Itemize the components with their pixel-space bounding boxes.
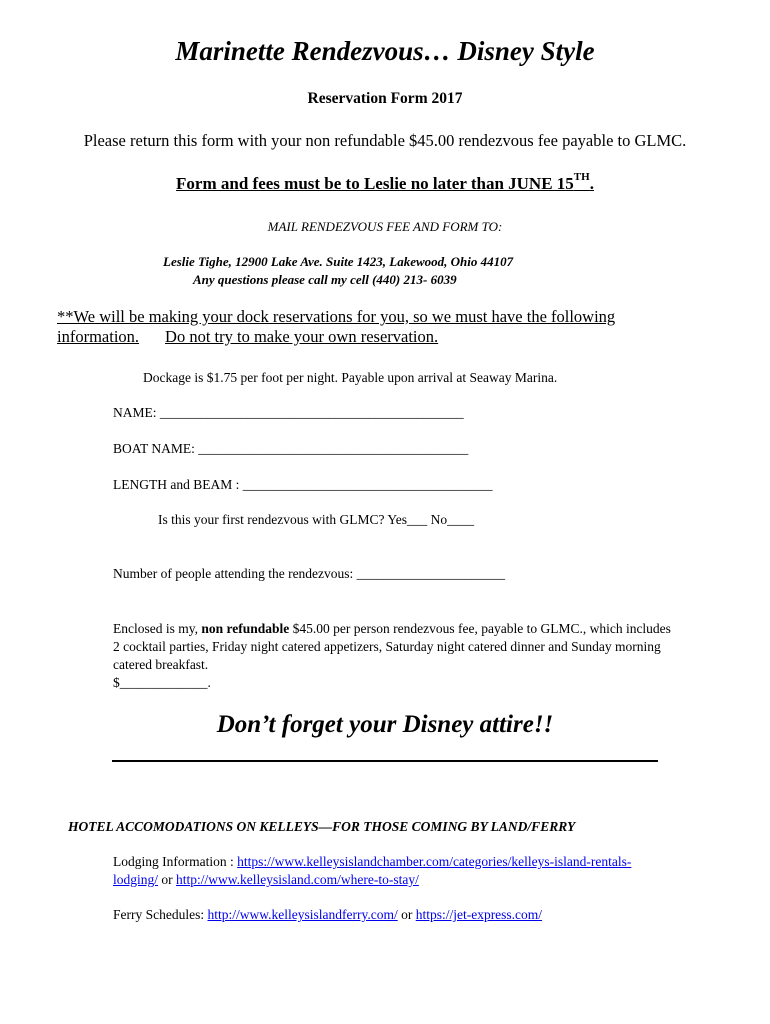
length-beam-field[interactable]: LENGTH and BEAM : _____________________________________ (113, 477, 493, 492)
ferry-link-kelleys[interactable]: http://www.kelleysislandferry.com/ (207, 907, 398, 922)
first-rendezvous-field[interactable]: Is this your first rendezvous with GLMC? Yes___ No____ (158, 512, 475, 527)
enclosed-bold: non refundable (201, 621, 290, 636)
divider-line (112, 760, 658, 762)
notice-part1: **We will be making your dock reservations for you, so we must have the following information. (57, 307, 616, 346)
return-instructions: Please return this form with your non refundable $45.00 rendezvous fee payable to GLMC. (83, 131, 687, 150)
mail-heading: MAIL RENDEZVOUS FEE AND FORM TO: (267, 219, 503, 234)
lodging-separator: or (158, 872, 177, 887)
ferry-link-jet-express[interactable]: https://jet-express.com/ (415, 907, 543, 922)
boat-name-field[interactable]: BOAT NAME: ________________________________________ (113, 441, 469, 456)
hotel-heading: HOTEL ACCOMODATIONS ON KELLEYS—FOR THOSE COMING BY LAND/FERRY (68, 819, 576, 834)
form-subtitle: Reservation Form 2017 (307, 90, 463, 107)
deadline-superscript: TH (573, 171, 590, 183)
ferry-label: Ferry Schedules: (113, 907, 208, 922)
people-count-field[interactable]: Number of people attending the rendezvous: ______________________ (113, 566, 506, 581)
lodging-link-where-to-stay[interactable]: http://www.kelleysisland.com/where-to-stay/ (176, 872, 419, 887)
deadline-text: Form and fees must be to Leslie no later than JUNE 15 (176, 174, 574, 193)
notice-part2: Do not try to make your own reservation. (165, 327, 439, 346)
amount-field[interactable]: $_____________. (113, 675, 211, 690)
deadline-end: . (589, 174, 594, 193)
enclosed-prefix: Enclosed is my, (113, 621, 202, 636)
dock-reservation-notice (57, 307, 677, 347)
ferry-info (113, 907, 542, 923)
page-title: Marinette Rendezvous… Disney Style (175, 36, 595, 66)
contact-phone: Any questions please call my cell (440) 213- 6039 (193, 272, 457, 287)
deadline-notice (0, 171, 770, 194)
disney-attire-reminder: Don’t forget your Disney attire!! (216, 711, 554, 738)
enclosed-rest: $45.00 per person rendezvous fee, payable to GLMC., which includes 2 cocktail parties, Friday night catered appetizers, Saturday night catered dinner and Sunday morning catered breakfast. (113, 621, 671, 672)
ferry-separator: or (397, 907, 416, 922)
lodging-info (113, 853, 673, 889)
mailing-address: Leslie Tighe, 12900 Lake Ave. Suite 1423, Lakewood, Ohio 44107 (163, 254, 514, 269)
name-field[interactable]: NAME: _____________________________________________ (113, 405, 464, 420)
enclosed-fee-paragraph (113, 620, 673, 692)
lodging-link-chamber[interactable]: https://www.kelleysislandchamber.com/categories/kelleys-island-rentals-lodging/ (113, 854, 632, 887)
dockage-info: Dockage is $1.75 per foot per night. Payable upon arrival at Seaway Marina. (143, 370, 558, 385)
lodging-label: Lodging Information : (113, 854, 238, 869)
